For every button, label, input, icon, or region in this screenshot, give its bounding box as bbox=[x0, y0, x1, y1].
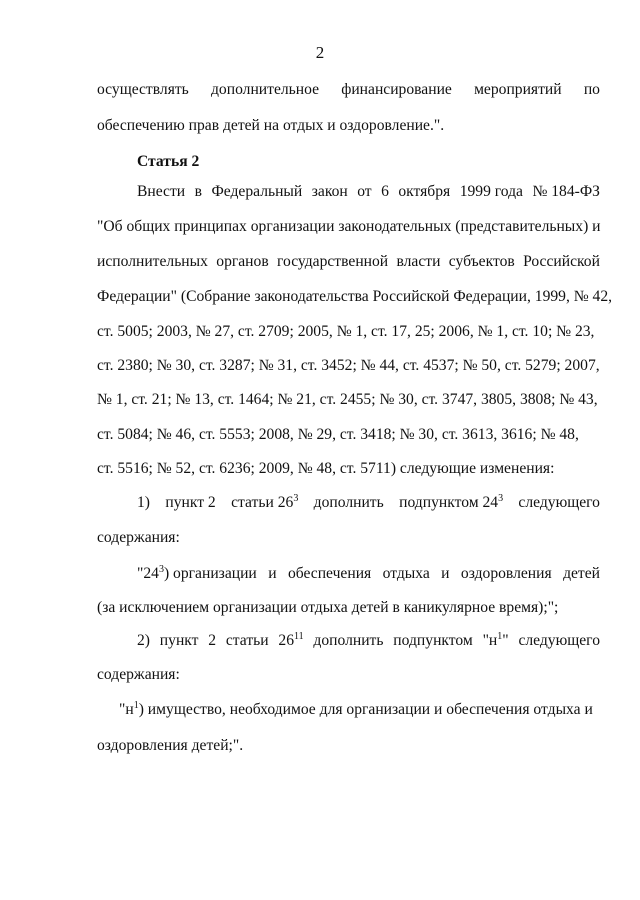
word: осуществлять bbox=[97, 81, 189, 98]
paragraph-line: № 1, ст. 21; № 13, ст. 1464; № 21, ст. 2455; № 30, ст. 3747, 3805, 3808; № 43, bbox=[97, 391, 598, 408]
word: дополнительное bbox=[211, 81, 320, 98]
word: исполнительных bbox=[97, 253, 208, 270]
list-item-2 bbox=[137, 631, 600, 651]
word: дополнить bbox=[313, 494, 384, 511]
paragraph-line: ст. 5005; 2003, № 27, ст. 2709; 2005, № 1, ст. 17, 25; 2006, № 1, ст. 10; № 23, bbox=[97, 323, 595, 340]
word: подпунктом bbox=[393, 632, 473, 649]
word bbox=[483, 631, 509, 651]
superscript: 1 bbox=[497, 631, 503, 642]
word bbox=[231, 493, 298, 513]
quote-open: "24 bbox=[137, 565, 159, 582]
word: статьи bbox=[225, 632, 269, 649]
word: от bbox=[357, 183, 372, 200]
paragraph-line: оздоровления детей;". bbox=[97, 737, 244, 754]
word: и bbox=[441, 565, 450, 582]
paragraph-line: содержания: bbox=[97, 529, 180, 546]
list-item-1 bbox=[137, 493, 600, 513]
paragraph-line bbox=[137, 182, 600, 202]
word: 6 bbox=[381, 183, 389, 200]
word: оздоровления bbox=[460, 565, 552, 582]
superscript: 3 bbox=[158, 564, 164, 575]
paragraph-line bbox=[97, 252, 600, 272]
paragraph-line: ст. 2380; № 30, ст. 3287; № 31, ст. 3452; № 44, ст. 4537; № 50, ст. 5279; 2007, bbox=[97, 357, 600, 374]
word: органов bbox=[216, 253, 269, 270]
quote-open: "н bbox=[482, 632, 498, 649]
word: Внести bbox=[137, 183, 186, 200]
quote-open: "н bbox=[119, 701, 134, 718]
quoted-subitem bbox=[119, 700, 600, 720]
word: 26 bbox=[278, 632, 294, 649]
word: мероприятий bbox=[474, 81, 562, 98]
paragraph-line: "Об общих принципах организации законодательных (представительных) и bbox=[97, 218, 601, 235]
paragraph-line: содержания: bbox=[97, 666, 180, 683]
paragraph-line bbox=[97, 80, 600, 100]
superscript: 3 bbox=[498, 493, 504, 504]
word: 1999 года bbox=[459, 183, 523, 200]
word bbox=[137, 564, 257, 584]
paragraph-line: обеспечению прав детей на отдых и оздоровление.". bbox=[97, 117, 445, 134]
quoted-subitem bbox=[137, 564, 600, 584]
word: следующего bbox=[518, 632, 600, 649]
word: статьи 26 bbox=[231, 494, 294, 511]
paragraph-line: ст. 5516; № 52, ст. 6236; 2009, № 48, ст. 5711) следующие изменения: bbox=[97, 460, 555, 477]
paragraph-line: (за исключением организации отдыха детей в каникулярное время);"; bbox=[97, 599, 559, 616]
word: закон bbox=[311, 183, 348, 200]
quote-close: " bbox=[502, 632, 509, 649]
word: ) организации bbox=[163, 565, 257, 582]
word: 2 bbox=[208, 632, 217, 649]
word: подпунктом 24 bbox=[399, 494, 499, 511]
word: государственной bbox=[277, 253, 389, 270]
word: № 184-ФЗ bbox=[532, 183, 600, 200]
word: и bbox=[268, 565, 277, 582]
article-heading: Статья 2 bbox=[137, 153, 200, 170]
word: обеспечения bbox=[287, 565, 372, 582]
page-number: 2 bbox=[315, 43, 325, 62]
word: пункт 2 bbox=[165, 494, 216, 511]
superscript: 1 bbox=[133, 700, 139, 711]
word: дополнить bbox=[313, 632, 384, 649]
quote-text: ) имущество, необходимое для организации и обеспечения отдыха и bbox=[138, 701, 593, 718]
paragraph-line: Федерации" (Собрание законодательства Российской Федерации, 1999, № 42, bbox=[97, 288, 613, 305]
word: отдыха bbox=[382, 565, 430, 582]
superscript: 11 bbox=[293, 631, 304, 642]
word: пункт bbox=[159, 632, 199, 649]
word bbox=[278, 631, 303, 651]
word: Российской bbox=[523, 253, 600, 270]
item-number: 1) bbox=[137, 494, 150, 511]
word: детей bbox=[563, 565, 600, 582]
word: власти bbox=[396, 253, 441, 270]
word: субъектов bbox=[448, 253, 515, 270]
word: финансирование bbox=[341, 81, 452, 98]
word bbox=[399, 493, 503, 513]
word: по bbox=[583, 81, 600, 98]
word: Федеральный bbox=[211, 183, 303, 200]
superscript: 3 bbox=[293, 493, 299, 504]
word: октября bbox=[398, 183, 451, 200]
item-number: 2) bbox=[137, 632, 150, 649]
paragraph-line: ст. 5084; № 46, ст. 5553; 2008, № 29, ст. 3418; № 30, ст. 3613, 3616; № 48, bbox=[97, 426, 579, 443]
word: следующего bbox=[518, 494, 600, 511]
word: в bbox=[194, 183, 202, 200]
